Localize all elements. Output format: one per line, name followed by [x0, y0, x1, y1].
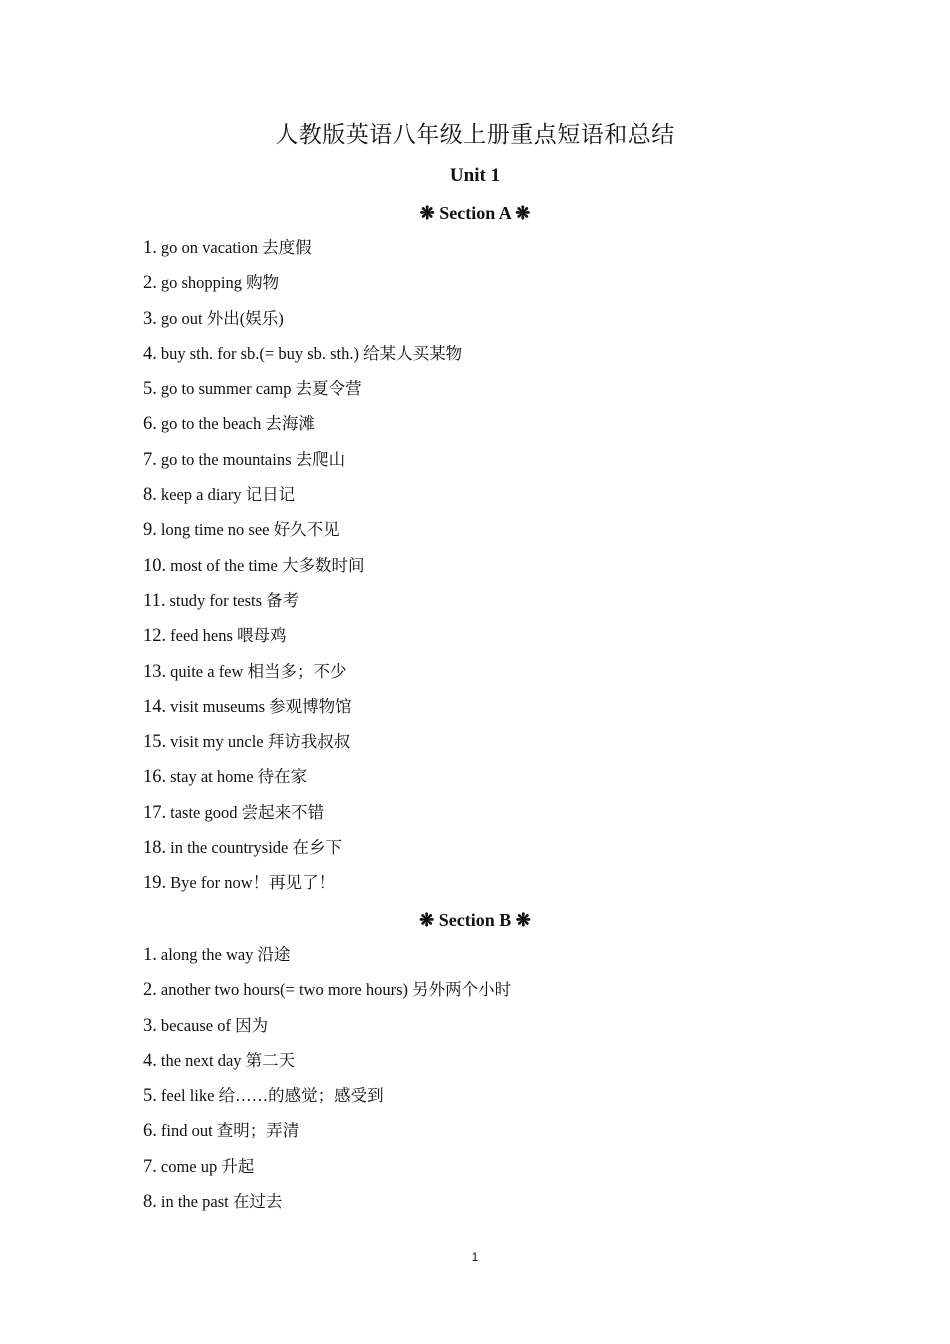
phrase-item: [143, 869, 462, 904]
item-number: 7.: [143, 1156, 157, 1177]
phrase-item: [143, 1153, 511, 1188]
phrase-text: come up 升起: [160, 1156, 255, 1176]
phrase-text: buy sth. for sb.(= buy sb. sth.) 给某人买某物: [160, 343, 463, 363]
phrase-text: stay at home 待在家: [170, 767, 308, 787]
phrase-item: [143, 763, 462, 798]
item-number: 5.: [143, 379, 157, 400]
item-number: 2.: [143, 980, 157, 1001]
item-number: 8.: [143, 1192, 157, 1213]
phrase-text: Bye for now！再见了！: [170, 873, 336, 893]
phrase-item: [143, 693, 462, 728]
phrase-text: keep a diary 记日记: [160, 485, 296, 505]
section-b-phrase-list: [143, 941, 511, 1223]
item-number: 3.: [143, 308, 157, 329]
phrase-item: [143, 481, 462, 516]
phrase-item: [143, 1188, 511, 1223]
phrase-item: [143, 516, 462, 551]
section-a-phrase-list: [143, 234, 462, 905]
item-number: 15.: [143, 732, 167, 753]
phrase-text: most of the time 大多数时间: [170, 555, 365, 575]
phrase-item: [143, 446, 462, 481]
phrase-text: go shopping 购物: [160, 273, 280, 293]
phrase-text: go to the beach 去海滩: [160, 414, 315, 434]
phrase-item: [143, 1012, 511, 1047]
item-number: 17.: [143, 802, 167, 823]
phrase-item: [143, 622, 462, 657]
phrase-text: visit museums 参观博物馆: [170, 696, 352, 716]
item-number: 6.: [143, 1121, 157, 1142]
item-number: 10.: [143, 555, 167, 576]
item-number: 12.: [143, 626, 167, 647]
phrase-item: [143, 552, 462, 587]
phrase-item: [143, 1117, 511, 1152]
phrase-item: [143, 234, 462, 269]
phrase-item: [143, 269, 462, 304]
phrase-item: [143, 1082, 511, 1117]
phrase-text: along the way 沿途: [160, 945, 291, 964]
section-a-heading: ❋ Section A ❋: [419, 203, 531, 223]
phrase-item: [143, 658, 462, 693]
item-number: 3.: [143, 1015, 157, 1036]
phrase-item: [143, 834, 462, 869]
phrase-text: study for tests 备考: [169, 590, 300, 610]
phrase-text: feed hens 喂母鸡: [170, 626, 287, 646]
item-number: 4.: [143, 343, 157, 364]
phrase-text: go on vacation 去度假: [160, 238, 312, 257]
phrase-text: in the past 在过去: [160, 1192, 283, 1212]
phrase-item: [143, 410, 462, 445]
item-number: 8.: [143, 485, 157, 506]
phrase-text: visit my uncle 拜访我叔叔: [170, 732, 351, 752]
item-number: 11.: [143, 590, 166, 611]
phrase-text: go out 外出(娱乐): [160, 308, 284, 328]
phrase-text: feel like 给……的感觉；感受到: [160, 1086, 384, 1106]
unit-title: Unit 1: [449, 165, 501, 186]
item-number: 14.: [143, 696, 167, 717]
page-number: 1: [471, 1250, 479, 1264]
phrase-text: the next day 第二天: [160, 1050, 296, 1070]
item-number: 5.: [143, 1086, 157, 1107]
item-number: 7.: [143, 449, 157, 470]
phrase-item: [143, 375, 462, 410]
document-title: 人教版英语八年级上册重点短语和总结: [275, 122, 675, 147]
item-number: 6.: [143, 414, 157, 435]
phrase-item: [143, 305, 462, 340]
item-number: 13.: [143, 661, 167, 682]
phrase-text: because of 因为: [160, 1015, 269, 1035]
item-number: 18.: [143, 838, 167, 859]
item-number: 1.: [143, 945, 157, 965]
phrase-item: [143, 799, 462, 834]
phrase-text: find out 查明；弄清: [160, 1121, 300, 1141]
phrase-text: another two hours(= two more hours) 另外两个小时: [160, 980, 512, 1000]
phrase-text: taste good 尝起来不错: [170, 802, 325, 822]
phrase-text: go to summer camp 去夏令营: [160, 379, 362, 399]
phrase-item: [143, 1047, 511, 1082]
phrase-item: [143, 728, 462, 763]
phrase-item: [143, 941, 511, 976]
item-number: 9.: [143, 520, 157, 541]
phrase-text: go to the mountains 去爬山: [160, 449, 346, 469]
item-number: 19.: [143, 873, 167, 894]
phrase-item: [143, 340, 462, 375]
phrase-item: [143, 976, 511, 1011]
phrase-text: long time no see 好久不见: [160, 520, 340, 540]
phrase-text: in the countryside 在乡下: [170, 838, 342, 858]
item-number: 16.: [143, 767, 167, 788]
phrase-item: [143, 587, 462, 622]
section-b-heading: ❋ Section B ❋: [419, 910, 531, 930]
item-number: 1.: [143, 238, 157, 258]
item-number: 4.: [143, 1050, 157, 1071]
item-number: 2.: [143, 273, 157, 294]
phrase-text: quite a few 相当多；不少: [170, 661, 347, 681]
